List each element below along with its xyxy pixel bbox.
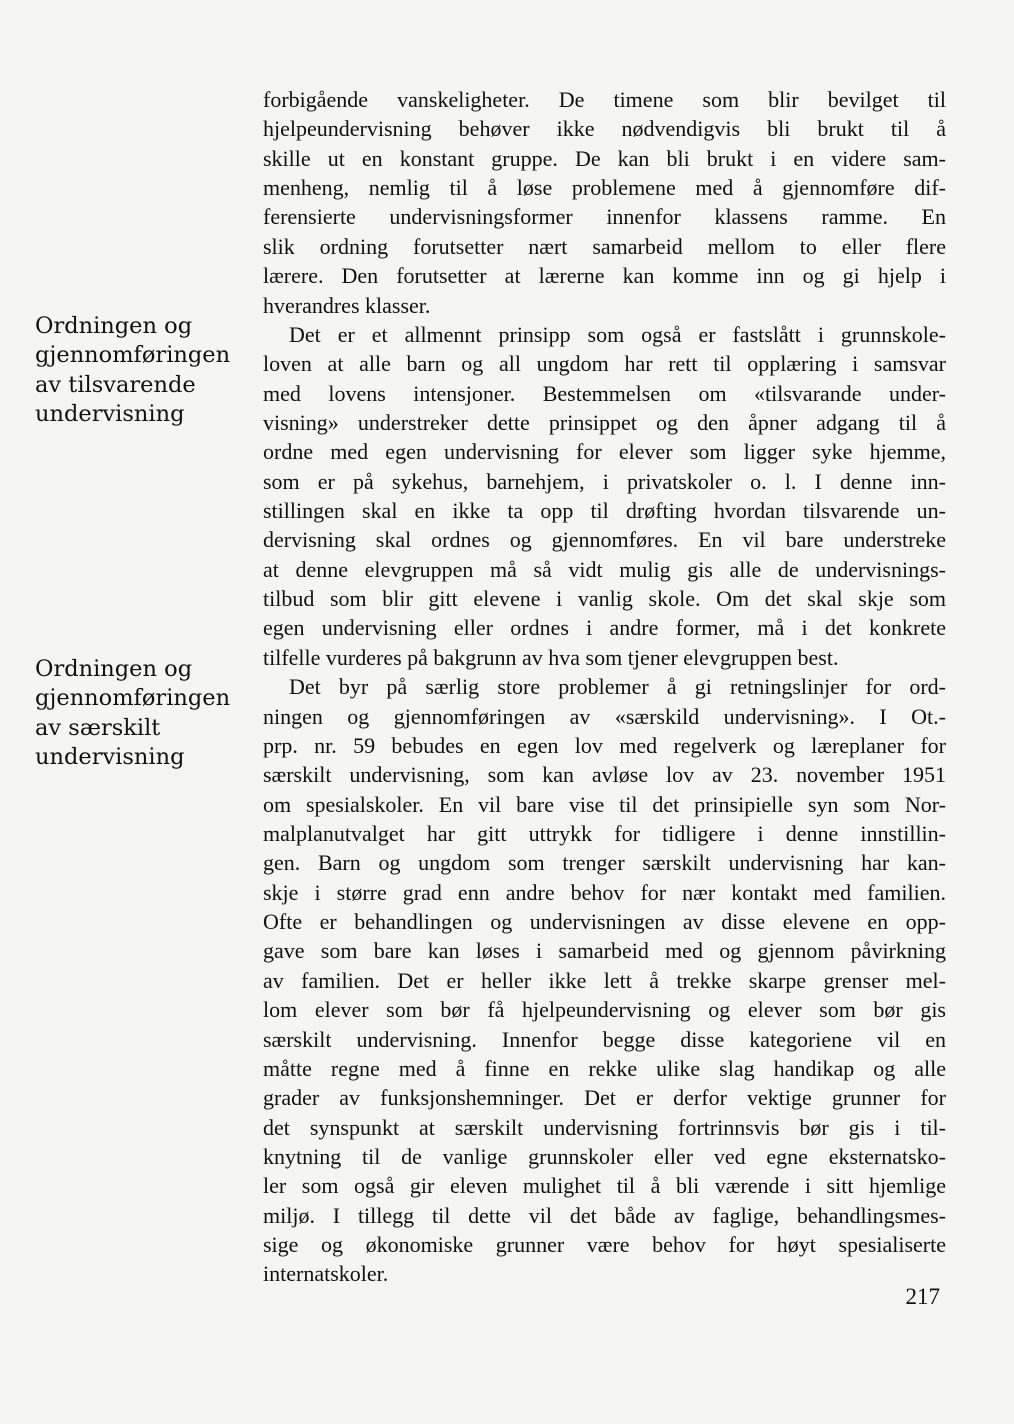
text-line: stillingen skal en ikke ta opp til drøfting hvordan tilsvarende un- — [263, 498, 946, 524]
text-line: særskilt undervisning, som kan avløse lov av 23. november 1951 — [263, 762, 946, 788]
text-line: skje i større grad enn andre behov for nær kontakt med familien. — [263, 879, 946, 905]
text-line: om spesialskoler. En vil bare vise til det prinsipielle syn som Nor- — [263, 791, 946, 817]
text-line: ferensierte undervisningsformer innenfor klassens ramme. En — [263, 204, 946, 230]
text-line: særskilt undervisning. Innenfor begge disse kategoriene vil en — [263, 1026, 946, 1052]
text-line: visning» understreker dette prinsippet og den åpner adgang til å — [263, 409, 946, 435]
text-line: lom elever som bør få hjelpeundervisning og elever som bør gis — [263, 997, 946, 1023]
text-line: Det byr på særlig store problemer å gi retningslinjer for ord- — [289, 674, 946, 700]
text-line: gave som bare kan løses i samarbeid med og gjennom påvirkning — [263, 938, 946, 964]
text-line: gen. Barn og ungdom som trenger særskilt undervisning har kan- — [263, 850, 946, 876]
text-line: ordne med egen undervisning for elever som ligger syke hjemme, — [263, 439, 946, 465]
text-line: loven at alle barn og all ungdom har rett til opplæring i samsvar — [263, 351, 946, 377]
text-line: som er på sykehus, barnehjem, i privatskoler o. l. I denne inn- — [263, 468, 946, 494]
text-line: sige og økonomiske grunner være behov for høyt spesialiserte — [263, 1232, 946, 1258]
text-line: måtte regne med å finne en rekke ulike slag handikap og alle — [263, 1055, 946, 1081]
text-line: knytning til de vanlige grunnskoler eller ved egne eksternatsko- — [263, 1143, 946, 1169]
text-line: ningen og gjennomføringen av «særskild undervisning». I Ot.- — [263, 703, 946, 729]
margin-heading-saerskilt-undervisning — [35, 655, 240, 773]
text-line: lærere. Den forutsetter at lærerne kan komme inn og gi hjelp i — [263, 263, 946, 289]
text-line: Ofte er behandlingen og undervisningen av disse elevene en opp- — [263, 909, 946, 935]
text-line: at denne elevgruppen må så vidt mulig gis alle de undervisnings- — [263, 556, 946, 582]
text-line: skille ut en konstant gruppe. De kan bli brukt i en videre sam- — [263, 145, 946, 171]
text-line: av familien. Det er heller ikke lett å trekke skarpe grenser mel- — [263, 967, 946, 993]
text-line: slik ordning forutsetter nært samarbeid mellom to eller flere — [263, 233, 946, 259]
text-line: med lovens intensjoner. Bestemmelsen om «tilsvarande under- — [263, 380, 946, 406]
text-line: prp. nr. 59 bebudes en egen lov med regelverk og læreplaner for — [263, 732, 946, 758]
text-line: tilbud som blir gitt elevene i vanlig skole. Om det skal skje som — [263, 586, 946, 612]
heading-line: undervisning — [35, 744, 185, 771]
heading-line: undervisning — [35, 401, 185, 428]
text-line: det synspunkt at særskilt undervisning fortrinnsvis bør gis i til- — [263, 1114, 946, 1140]
text-line: ler som også gir eleven mulighet til å bli værende i sitt hjemlige — [263, 1173, 946, 1199]
margin-heading-tilsvarende-undervisning — [35, 312, 240, 430]
text-line: tilfelle vurderes på bakgrunn av hva som tjener elevgruppen best. — [263, 644, 839, 670]
text-line: Det er et allmennt prinsipp som også er fastslått i grunnskole- — [289, 321, 946, 347]
body-text — [263, 85, 946, 1289]
heading-line: Ordningen og — [35, 313, 193, 339]
heading-line: gjennomføringen — [35, 685, 231, 712]
text-line: grader av funksjonshemninger. Det er derfor vektige grunner for — [263, 1085, 946, 1111]
text-line: menheng, nemlig til å løse problemene med å gjennomføre dif- — [263, 175, 946, 201]
heading-line: Ordningen og — [35, 656, 193, 682]
text-line: dervisning skal ordnes og gjennomføres. En vil bare understreke — [263, 527, 946, 553]
page-number: 217 — [905, 1284, 940, 1309]
heading-line: av særskilt — [35, 714, 161, 741]
heading-line: gjennomføringen — [35, 342, 231, 369]
text-line: hjelpeundervisning behøver ikke nødvendigvis bli brukt til å — [263, 116, 946, 142]
text-line: internatskoler. — [263, 1261, 389, 1287]
text-line: hverandres klasser. — [263, 292, 431, 318]
text-line: egen undervisning eller ordnes i andre former, må i det konkrete — [263, 615, 946, 641]
text-line: forbigående vanskeligheter. De timene som blir bevilget til — [263, 87, 946, 112]
heading-line: av tilsvarende — [35, 371, 196, 398]
text-line: miljø. I tillegg til dette vil det både av faglige, behandlingsmes- — [263, 1202, 946, 1228]
text-line: malplanutvalget har gitt uttrykk for tidligere i denne innstillin- — [263, 820, 946, 846]
